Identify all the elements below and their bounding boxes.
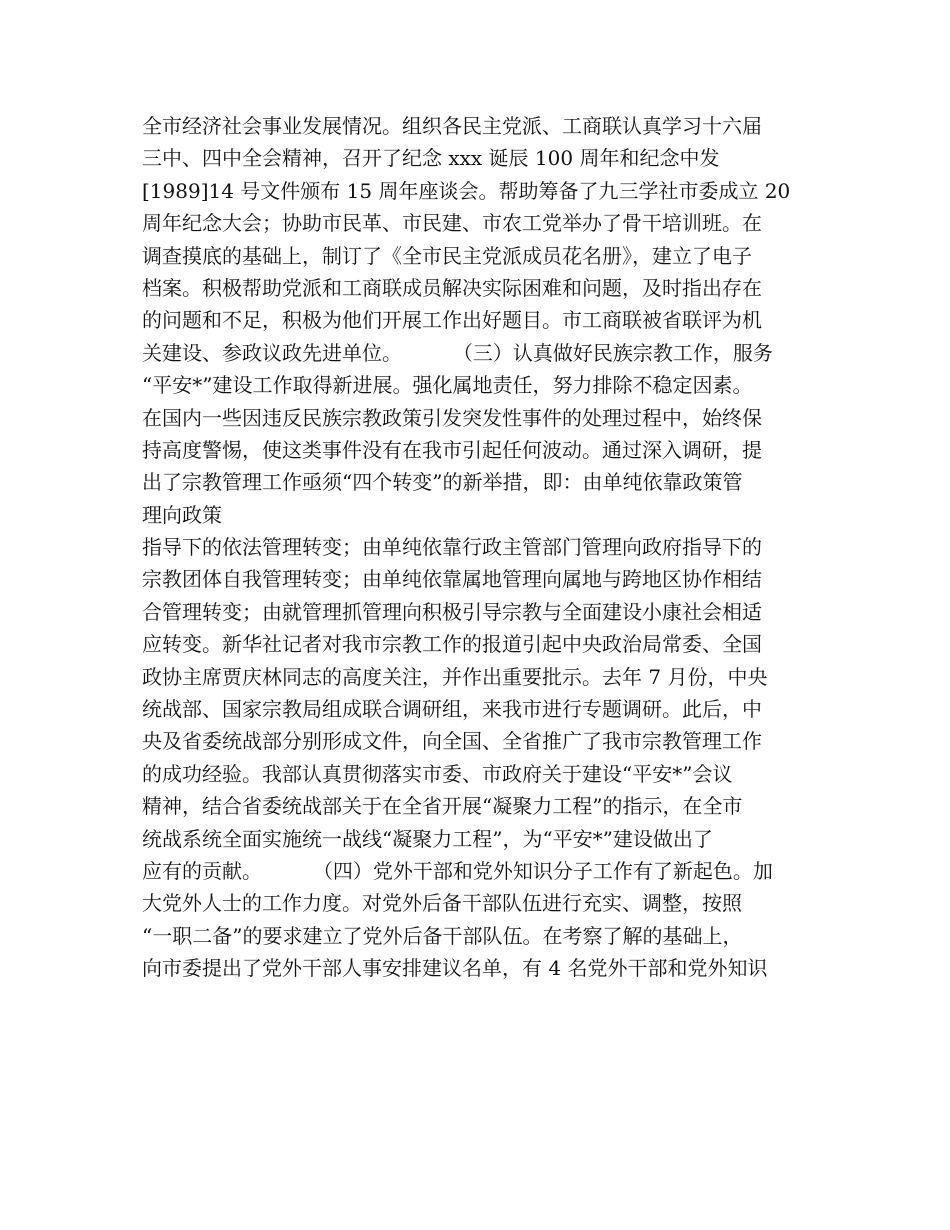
text-line: 央及省委统战部分别形成文件，向全国、全省推广了我市宗教管理工作 (142, 729, 762, 754)
text-line: 统战系统全面实施统一战线“凝聚力工程”，为“平安*”建设做出了 (142, 826, 713, 851)
text-line: [1989]14 号文件颁布 15 周年座谈会。帮助筹备了九三学社市委成立 20 (142, 178, 791, 203)
text-line: “平安*”建设工作取得新进展。强化属地责任，努力排除不稳定因素。 (142, 373, 753, 398)
text-line: 调查摸底的基础上，制订了《全市民主党派成员花名册》，建立了电子 (142, 243, 752, 268)
text-line: 在国内一些因违反民族宗教政策引发突发性事件的处理过程中，始终保 (142, 405, 762, 430)
text-line: 向市委提出了党外干部人事安排建议名单，有 4 名党外干部和党外知识 (142, 956, 768, 981)
text-line: 统战部、国家宗教局组成联合调研组，来我市进行专题调研。此后，中 (142, 697, 762, 722)
body-text (142, 110, 842, 985)
text-line: 的成功经验。我部认真贯彻落实市委、市政府关于建设“平安*”会议 (142, 761, 733, 786)
text-line: 档案。积极帮助党派和工商联成员解决实际困难和问题，及时指出存在 (142, 275, 762, 300)
text-line: 应转变。新华社记者对我市宗教工作的报道引起中央政治局常委、全国 (142, 632, 762, 657)
text-line: 政协主席贾庆林同志的高度关注，并作出重要批示。去年 7 月份，中央 (142, 664, 768, 689)
text-line: 精神，结合省委统战部关于在全省开展“凝聚力工程”的指示，在全市 (142, 794, 743, 819)
text-line: 合管理转变；由就管理抓管理向积极引导宗教与全面建设小康社会相适 (142, 599, 762, 624)
text-line: 三中、四中全会精神，召开了纪念 xxx 诞辰 100 周年和纪念中发 (142, 146, 720, 171)
text-line: 关建设、参政议政先进单位。 （三）认真做好民族宗教工作，服务 (142, 340, 773, 365)
text-line: 应有的贡献。 （四）党外干部和党外知识分子工作有了新起色。加 (142, 858, 773, 883)
text-line: 持高度警惕，使这类事件没有在我市引起任何波动。通过深入调研，提 (142, 437, 762, 462)
text-line: 理向政策 (142, 502, 222, 527)
text-line: 周年纪念大会；协助市民革、市民建、市农工党举办了骨干培训班。在 (142, 211, 762, 236)
text-line: 出了宗教管理工作亟须“四个转变”的新举措，即：由单纯依靠政策管 (142, 470, 743, 495)
text-line: 大党外人士的工作力度。对党外后备干部队伍进行充实、调整，按照 (142, 891, 742, 916)
text-line: 全市经济社会事业发展情况。组织各民主党派、工商联认真学习十六届 (142, 114, 762, 138)
text-line: 宗教团体自我管理转变；由单纯依靠属地管理向属地与跨地区协作相结 (142, 567, 762, 592)
text-line: 的问题和不足，积极为他们开展工作出好题目。市工商联被省联评为机 (142, 308, 762, 333)
text-line: 指导下的依法管理转变；由单纯依靠行政主管部门管理向政府指导下的 (142, 535, 762, 560)
text-line: “一职二备”的要求建立了党外后备干部队伍。在考察了解的基础上， (142, 923, 743, 948)
